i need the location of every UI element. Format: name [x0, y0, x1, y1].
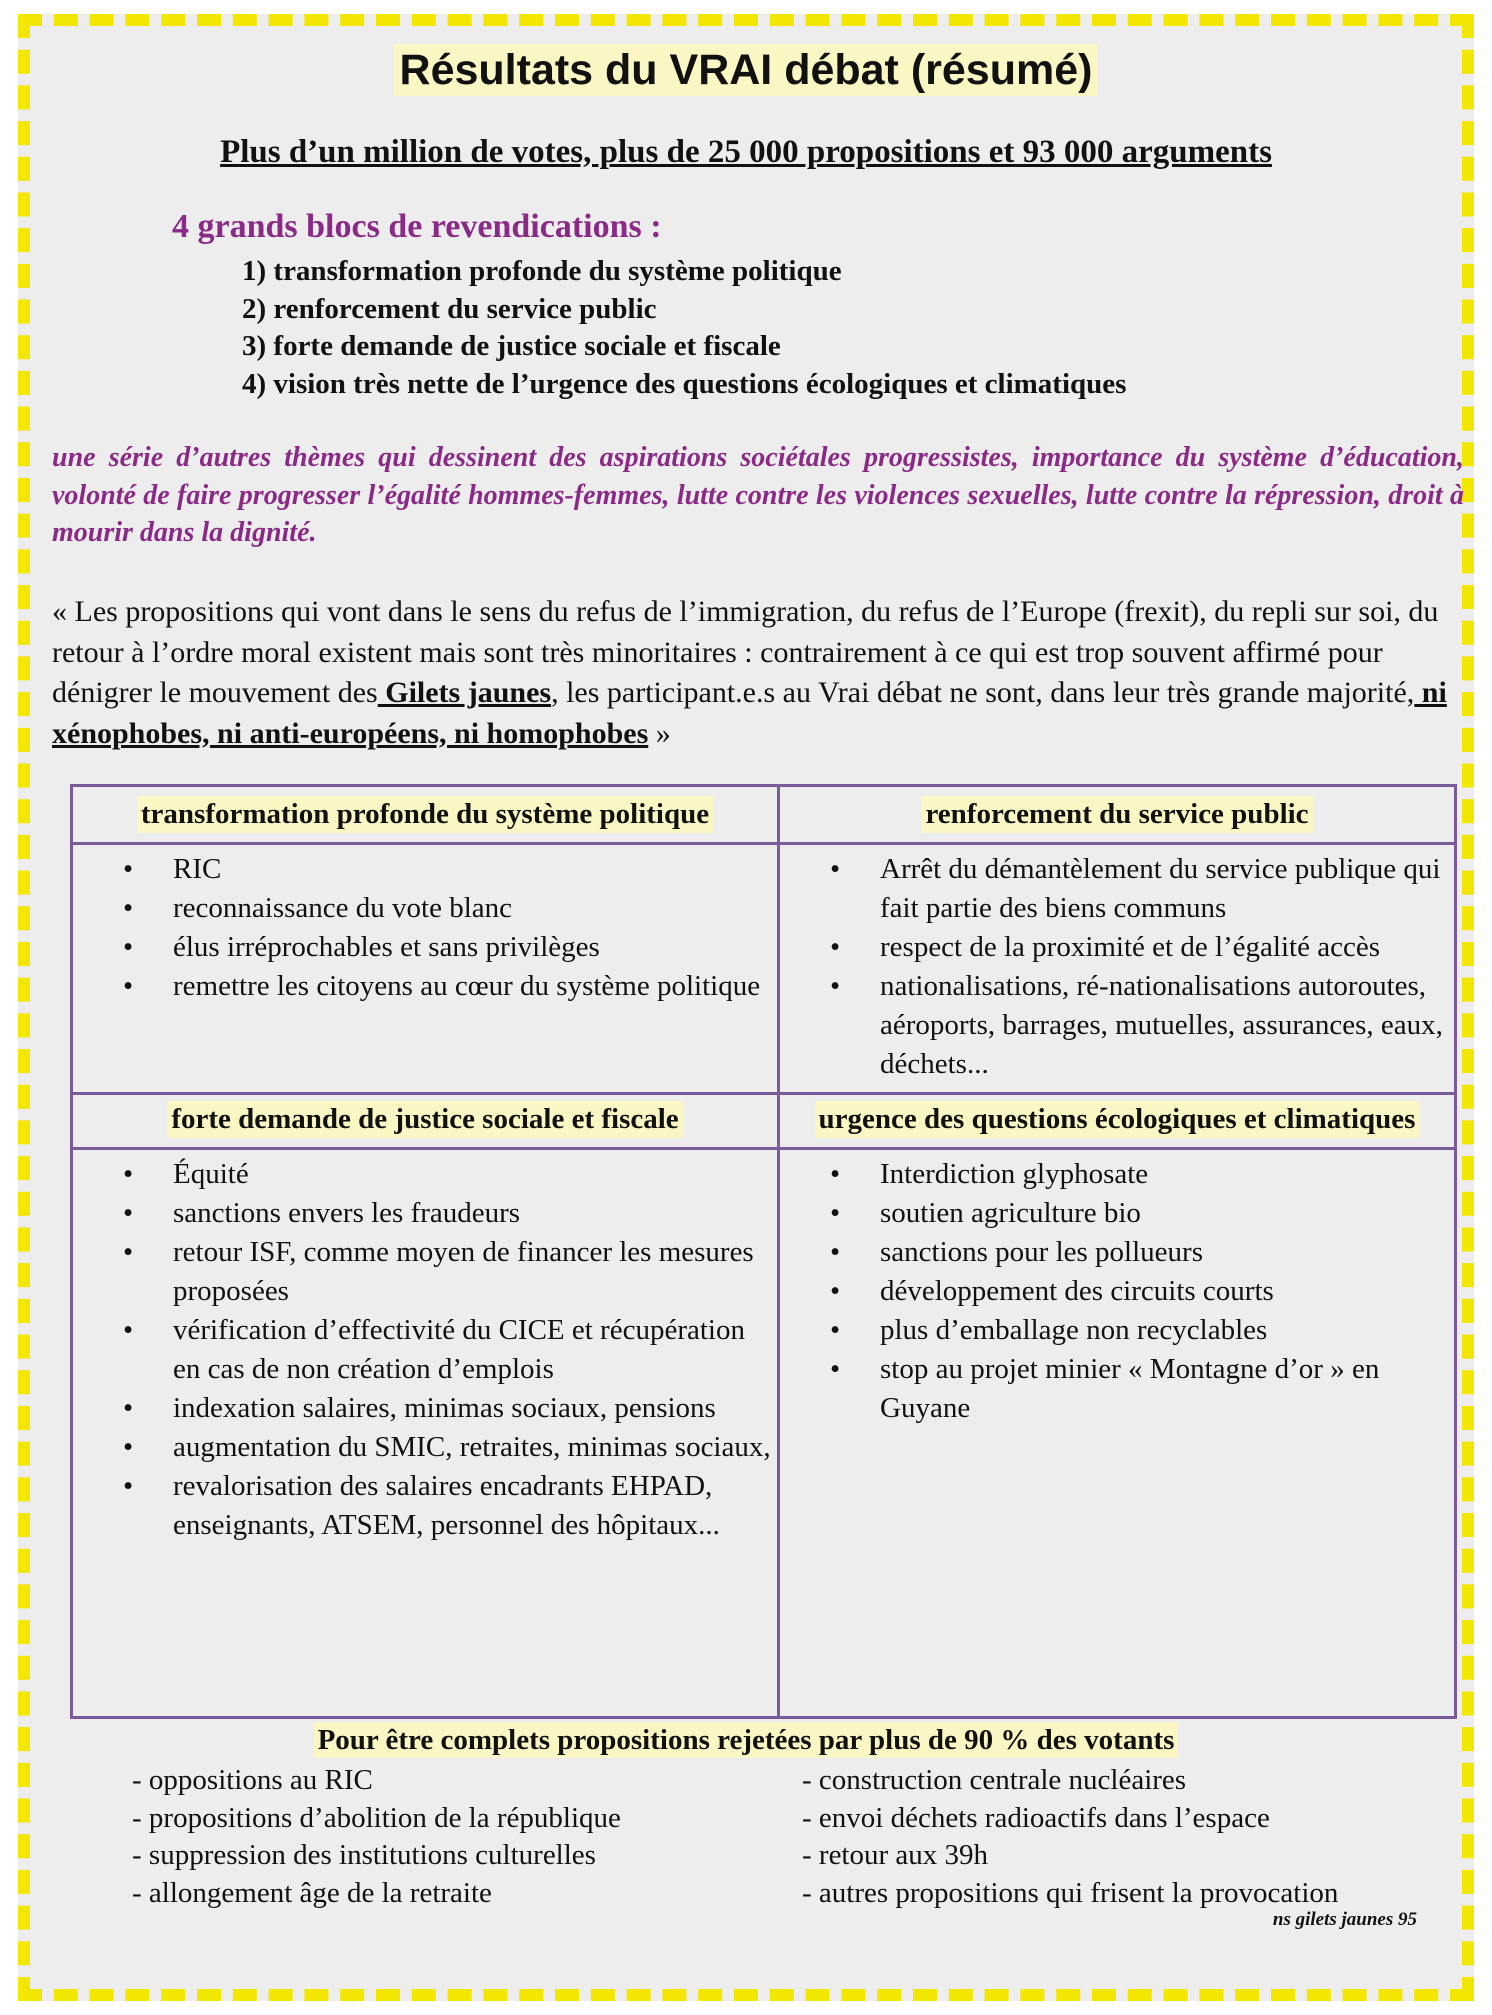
bloc-item: 2) renforcement du service public [242, 292, 657, 325]
list-item: • sanctions envers les fraudeurs [73, 1194, 773, 1233]
cell-heading-justice [73, 1092, 777, 1147]
list-item: • sanctions pour les pollueurs [780, 1233, 1452, 1272]
list-item: • plus d’emballage non recyclables [780, 1311, 1452, 1350]
list-item: • nationalisations, ré-nationalisations autoroutes, aéroports, barrages, mutuelles, assurances, eaux, déchets... [780, 967, 1452, 1084]
list-item: • retour ISF, comme moyen de financer les mesures proposées [73, 1233, 773, 1311]
quote-highlight-values: ni xénophobes, ni anti-européens, ni homophobes [52, 676, 1447, 750]
list-item: - envoi déchets radioactifs dans l’espace [802, 1801, 1270, 1834]
cell-heading-service-public [780, 787, 1454, 842]
list-item: • vérification d’effectivité du CICE et récupération en cas de non création d’emplois [73, 1311, 773, 1389]
list-item: - allongement âge de la retraite [132, 1876, 492, 1909]
bloc-item: 4) vision très nette de l’urgence des questions écologiques et climatiques [242, 367, 1127, 400]
list-item: • élus irréprochables et sans privilèges [73, 928, 773, 967]
dashed-frame [18, 14, 1474, 2001]
heading-text: forte demande de justice sociale et fiscale [167, 1101, 682, 1138]
list-item: - suppression des institutions culturelles [132, 1839, 596, 1871]
cell-service-public [780, 850, 1452, 1084]
list-item: • Équité [73, 1155, 773, 1194]
cell-ecologie [780, 1155, 1452, 1428]
list-item: • RIC [73, 850, 773, 889]
heading-text: renforcement du service public [921, 796, 1312, 833]
list-item: • Interdiction glyphosate [780, 1155, 1452, 1194]
heading-text: urgence des questions écologiques et climatiques [815, 1101, 1420, 1138]
subtitle: Plus d’un million de votes, plus de 25 000 propositions et 93 000 arguments [220, 134, 1272, 170]
list-item: • Arrêt du démantèlement du service publique qui fait partie des biens communs [780, 850, 1452, 928]
list-item: • revalorisation des salaires encadrants EHPAD, enseignants, ATSEM, personnel des hôpitaux... [73, 1467, 773, 1545]
quote-part-2: , les participant.e.s au Vrai débat ne sont, dans leur très grande majorité, [551, 676, 1415, 709]
rejected-list-left [132, 1762, 621, 1912]
list-item: • développement des circuits courts [780, 1272, 1452, 1311]
list-item: - retour aux 39h [802, 1839, 989, 1871]
bloc-item: 1) transformation profonde du système politique [242, 255, 842, 287]
footer-signature: ns gilets jaunes 95 [1272, 1909, 1417, 1930]
demands-table [70, 784, 1457, 1719]
list-item: • reconnaissance du vote blanc [73, 889, 773, 928]
quote-part-1: « Les propositions qui vont dans le sens du refus de l’immigration, du refus de l’Europe (frexit), du repli sur soi, du retour à l’ordre moral existent mais sont très minoritaires : contrairement à ce qui est trop souvent affirmé pour dénigrer le mouvement des [52, 595, 1439, 709]
rejected-list-right [802, 1762, 1338, 1912]
themes-paragraph: une série d’autres thèmes qui dessinent des aspirations sociétales progressistes, importance du système d’éducation, volonté de faire progresser l’égalité hommes-femmes, lutte contre les violences sexuelles, lutte contre la répression, droit à mourir dans la dignité. [52, 442, 1464, 548]
list-item: - autres propositions qui frisent la provocation [802, 1876, 1339, 1909]
list-item: • augmentation du SMIC, retraites, minimas sociaux, [73, 1428, 773, 1467]
title-text: Résultats du VRAI débat (résumé) [394, 44, 1099, 96]
cell-justice [73, 1155, 773, 1545]
blocs-list [242, 253, 1126, 403]
cell-heading-politique [73, 787, 777, 842]
cell-heading-ecologie [780, 1092, 1454, 1147]
blocs-heading: 4 grands blocs de revendications : [172, 208, 662, 245]
list-item: - construction centrale nucléaires [802, 1764, 1187, 1796]
rejected-heading-text: Pour être complets propositions rejetées par plus de 90 % des votants [314, 1722, 1179, 1758]
quote-paragraph [52, 592, 1464, 754]
list-item: • indexation salaires, minimas sociaux, pensions [73, 1389, 773, 1428]
list-item: • respect de la proximité et de l’égalité accès [780, 928, 1452, 967]
list-item: • stop au projet minier « Montagne d’or » en Guyane [780, 1350, 1452, 1428]
quote-part-3: » [648, 716, 671, 750]
list-item: - propositions d’abolition de la république [132, 1801, 621, 1834]
quote-highlight-gilets: Gilets jaunes [377, 676, 552, 709]
list-item: - oppositions au RIC [132, 1764, 373, 1796]
table-divider [73, 1147, 1454, 1150]
heading-text: transformation profonde du système politique [137, 796, 713, 833]
cell-politique [73, 850, 773, 1006]
page-title [30, 46, 1462, 95]
list-item: • soutien agriculture bio [780, 1194, 1452, 1233]
rejected-heading [30, 1724, 1462, 1757]
bloc-item: 3) forte demande de justice sociale et fiscale [242, 330, 781, 362]
table-divider [73, 842, 1454, 845]
list-item: • remettre les citoyens au cœur du système politique [73, 967, 773, 1006]
